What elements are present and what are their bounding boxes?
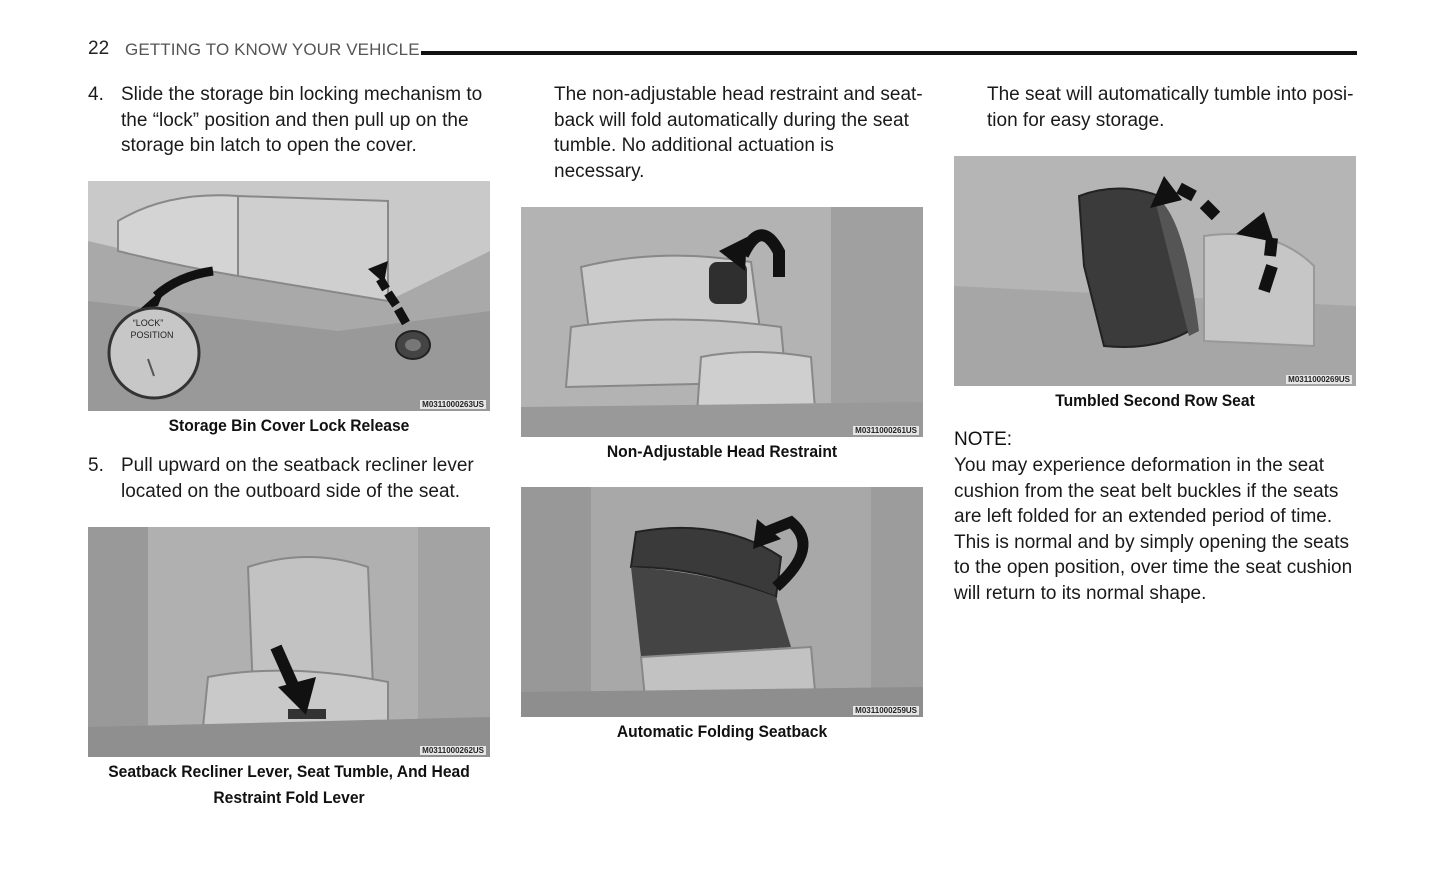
figure-code: M0311000269US [1288,375,1350,384]
figure-caption: Storage Bin Cover Lock Release [168,416,410,435]
paragraph-line: tion for easy storage. [987,109,1165,131]
section-title: GETTING TO KNOW YOUR VEHICLE [125,40,420,59]
figure-folding-seatback [521,487,923,717]
step-4 [88,82,498,162]
note-label: NOTE: [954,429,1013,450]
step-number: 5. [88,455,104,476]
tumbled-seat-illustration [954,156,1356,386]
figure-code: M0311000263US [422,400,484,409]
figure-caption [104,759,474,810]
step-line: the “lock” position and then pull up on the [121,109,469,131]
header-rule [421,51,1357,55]
figure-caption: Non-Adjustable Head Restraint [606,442,838,461]
head-restraint-paragraph [554,82,934,184]
paragraph-line: The non-adjustable head restraint and seat- [554,84,923,105]
figure-head-restraint [521,207,923,437]
figure-code: M0311000262US [422,746,484,755]
note-line: cushion from the seat belt buckles if the seats [954,480,1339,502]
paragraph-line: back will fold automatically during the seat [554,109,909,131]
step-line: Pull upward on the seatback recliner lever [121,455,474,476]
figure-caption: Automatic Folding Seatback [616,722,828,741]
paragraph-line: tumble. No additional actuation is [554,135,834,156]
head-restraint-illustration [521,207,923,437]
note-line: will return to its normal shape. [954,582,1207,604]
note-line: to the open position, over time the seat cushion [954,557,1353,578]
caption-line: Seatback Recliner Lever, Seat Tumble, And Head [108,762,470,781]
note-line: This is normal and by simply opening the seats [954,531,1349,553]
figure-tumbled-seat [954,156,1356,386]
figure-storage-bin-lock [88,181,490,411]
figure-recliner-lever [88,527,490,757]
lock-position-label-1: “LOCK” [132,318,164,328]
folding-seatback-illustration [521,487,923,717]
note-body [954,453,1364,606]
step-line: located on the outboard side of the seat. [121,480,461,502]
figure-code: M0311000259US [855,706,917,715]
note-line: are left folded for an extended period of time. [954,506,1333,527]
note-line: You may experience deformation in the seat [954,455,1325,476]
tumble-paragraph [987,82,1367,133]
storage-bin-illustration [88,181,490,411]
figure-caption: Tumbled Second Row Seat [1055,391,1255,410]
page-number: 22 [88,38,110,59]
paragraph-line: The seat will automatically tumble into posi- [987,84,1354,105]
recliner-lever-illustration [88,527,490,757]
step-line: Slide the storage bin locking mechanism to [121,84,483,105]
step-5 [88,453,498,508]
step-number: 4. [88,84,104,105]
page-header [88,38,1358,64]
step-line: storage bin latch to open the cover. [121,135,417,156]
step-text [121,82,482,159]
lock-position-label-2: POSITION [130,330,174,340]
paragraph-line: necessary. [554,160,645,182]
caption-line: Restraint Fold Lever [213,787,365,807]
figure-code: M0311000261US [855,426,917,435]
step-text [121,453,474,504]
